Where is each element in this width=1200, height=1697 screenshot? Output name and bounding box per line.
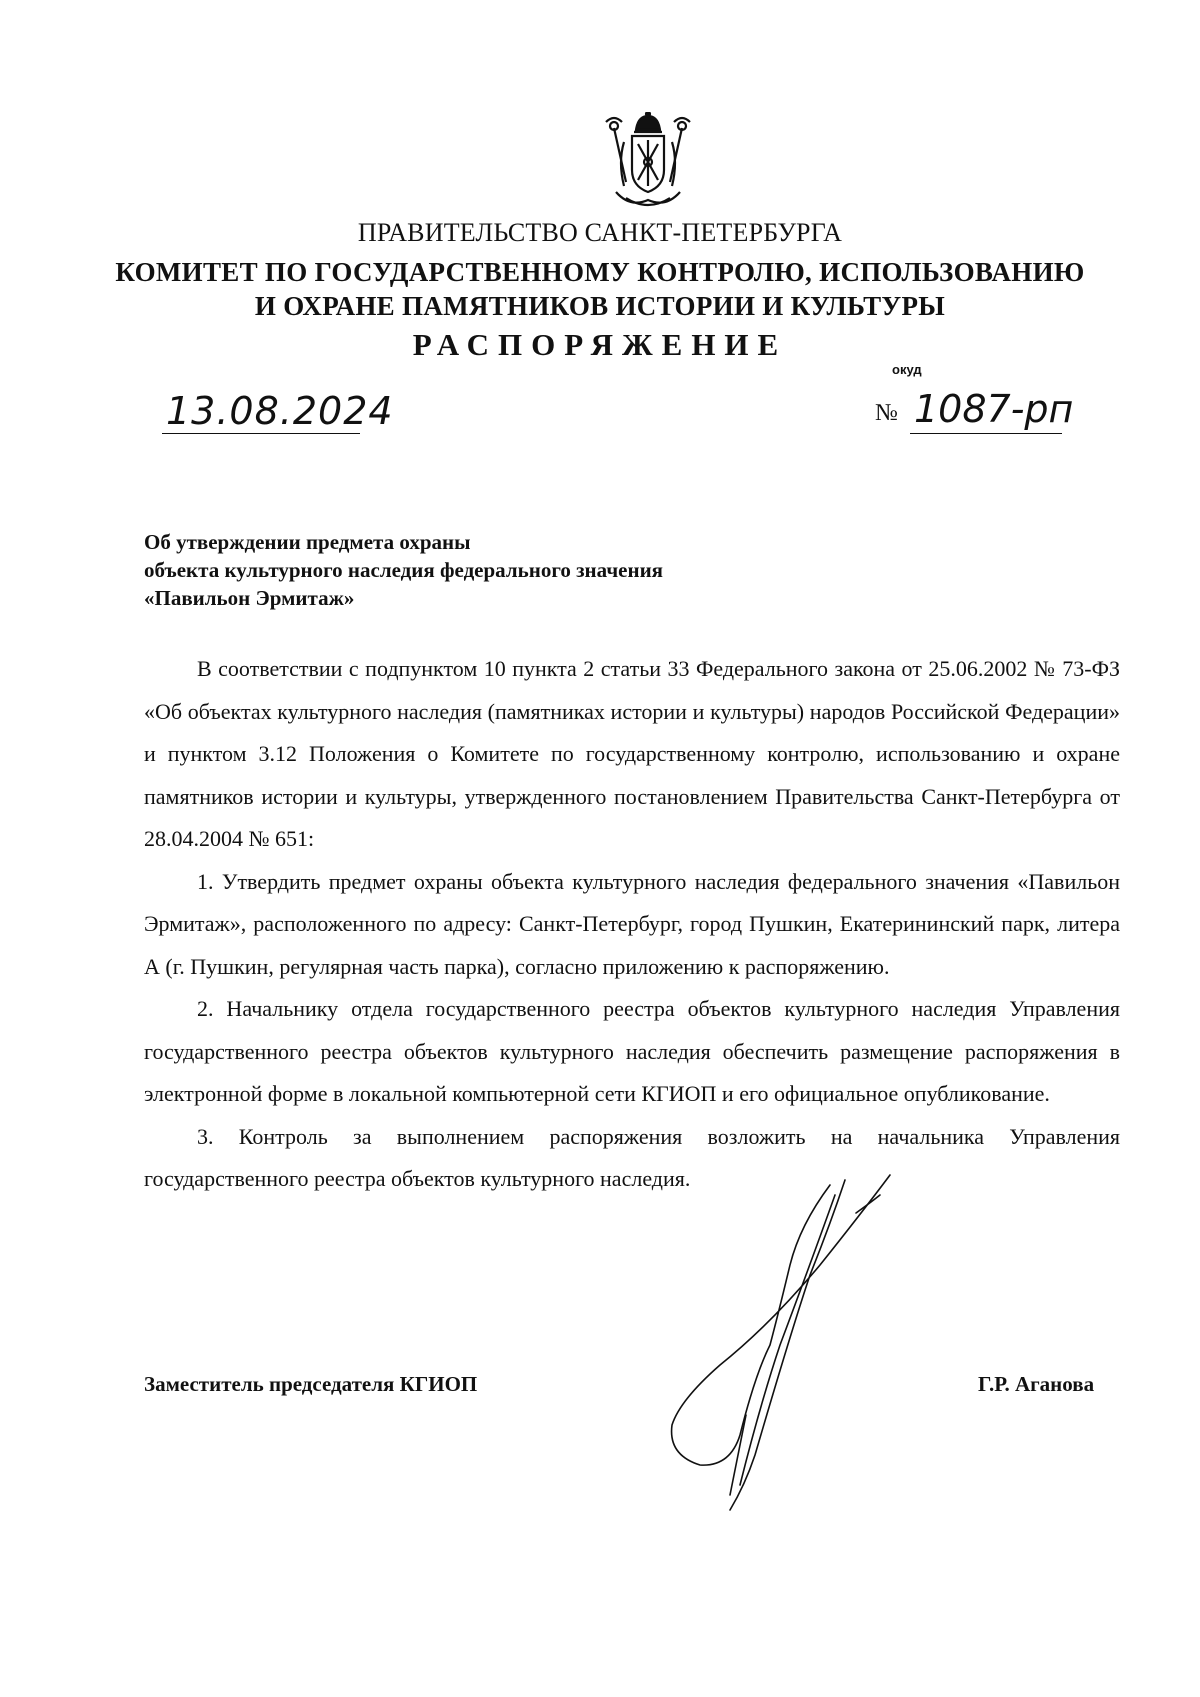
document-date: 13.08.2024: [166, 389, 394, 433]
subject-line: Об утверждении предмета охраны: [144, 530, 471, 554]
signatory-name: Г.Р. Аганова: [978, 1372, 1095, 1396]
okud-label: окуд: [892, 362, 922, 377]
document-body: [144, 648, 1120, 1201]
document-subject: [144, 528, 663, 612]
committee-name-line1: КОМИТЕТ ПО ГОСУДАРСТВЕННОМУ КОНТРОЛЮ, ИСПОЛЬЗОВАНИЮ: [115, 257, 1085, 287]
order-item-2: 2. Начальнику отдела государственного реестра объектов культурного наследия Управления государственного реестра объектов культурного наследия обеспечить размещение распоряжения в электронной форме в локальной компьютерной сети КГИОП и его официальное опубликование.: [144, 996, 1120, 1106]
order-item-3: 3. Контроль за выполнением распоряжения возложить на начальника Управления государственного реестра объектов культурного наследия.: [144, 1123, 1120, 1191]
document-number: 1087-рп: [914, 387, 1074, 431]
signatory-position: Заместитель председателя КГИОП: [144, 1372, 478, 1396]
saint-petersburg-coat-of-arms-icon: [600, 112, 696, 212]
committee-name-line2: И ОХРАНЕ ПАМЯТНИКОВ ИСТОРИИ И КУЛЬТУРЫ: [254, 291, 946, 321]
order-item-1: 1. Утвердить предмет охраны объекта культурного наследия федерального значения «Павильон Эрмитаж», расположенного по адресу: Санкт-Петербург, город Пушкин, Екатерининский парк, литера А (г. Пушкин, регулярная часть парка), согласно приложению к распоряжению.: [144, 868, 1120, 979]
government-name: ПРАВИТЕЛЬСТВО САНКТ-ПЕТЕРБУРГА: [357, 218, 843, 247]
document-type: РАСПОРЯЖЕНИЕ: [412, 327, 788, 362]
subject-line: «Павильон Эрмитаж»: [144, 586, 355, 610]
preamble-paragraph: В соответствии с подпунктом 10 пункта 2 статьи 33 Федерального закона от 25.06.2002 № 73-ФЗ «Об объектах культурного наследия (памятниках истории и культуры) народов Российской Федерации» и пунктом 3.12 Положения о Комитете по государственному контролю, использованию и охране памятников истории и культуры, утвержденного постановлением Правительства Санкт-Петербурга от 28.04.2004 № 651:: [144, 656, 1120, 851]
handwritten-signature: [660, 1155, 930, 1515]
number-sign: №: [875, 400, 898, 426]
number-underline: [910, 433, 1062, 434]
subject-line: объекта культурного наследия федерального значения: [144, 558, 664, 582]
date-underline: [162, 433, 360, 434]
